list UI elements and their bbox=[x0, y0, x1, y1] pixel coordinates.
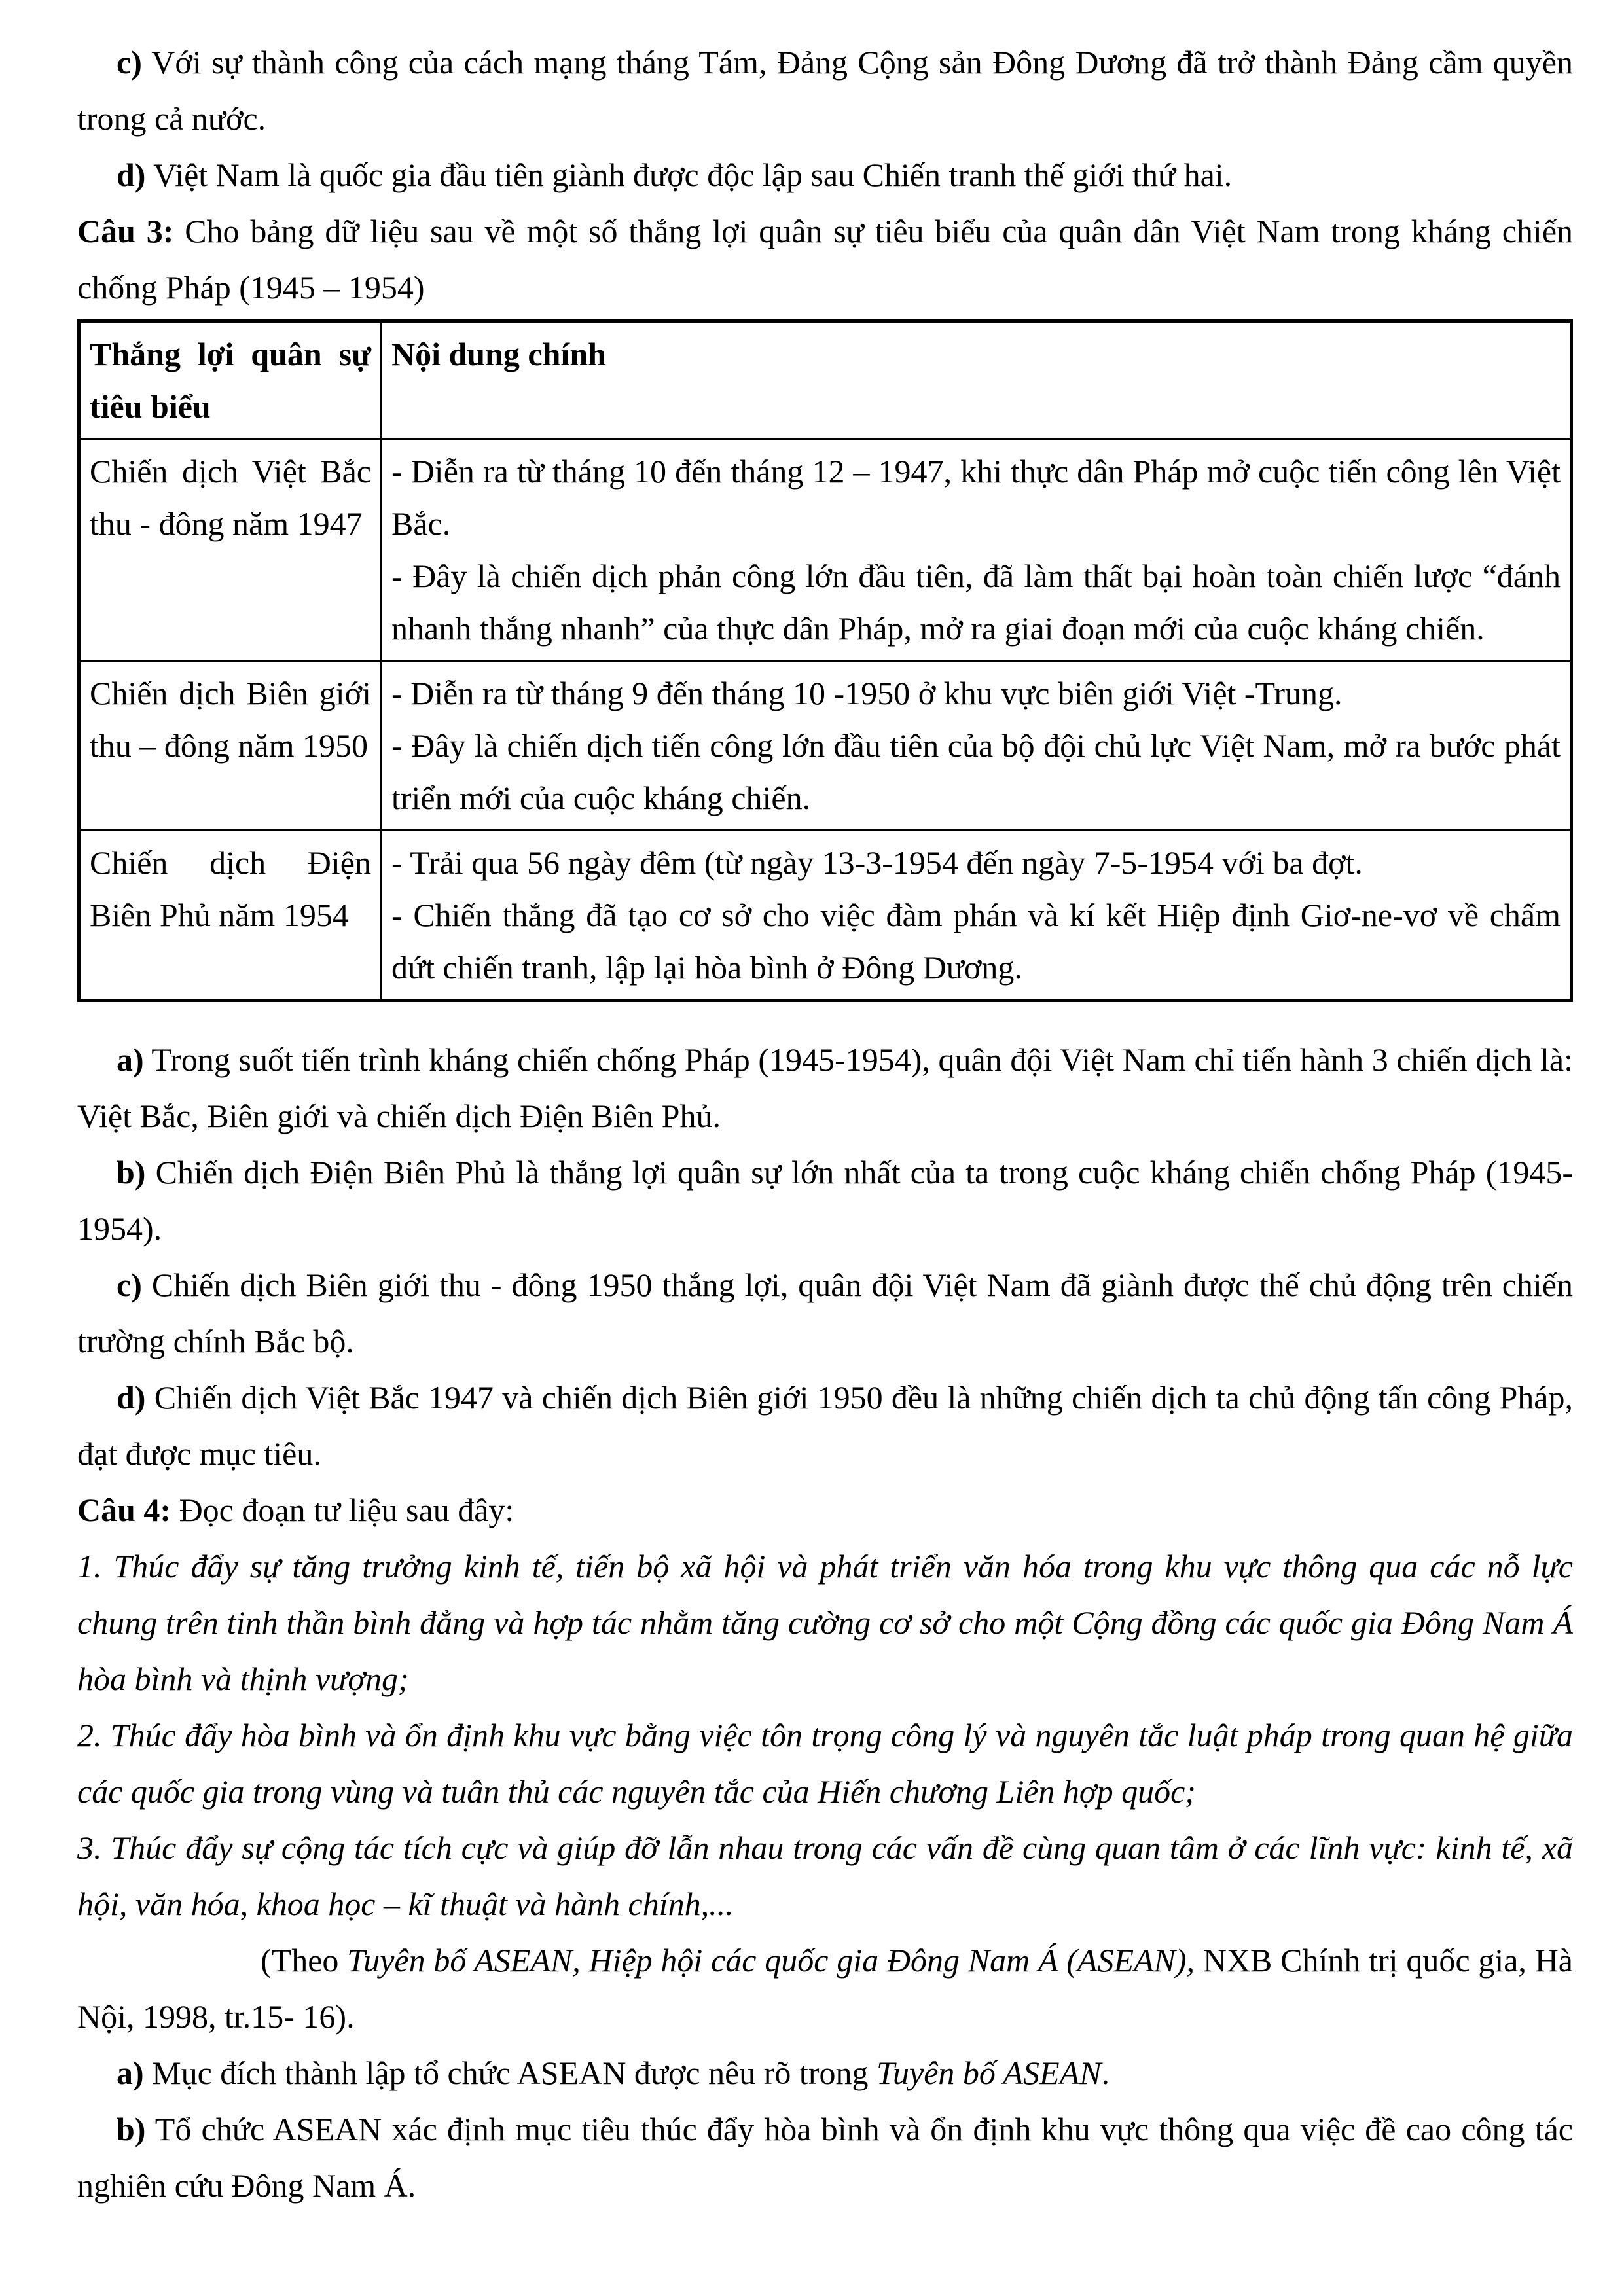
option-d-paragraph bbox=[77, 1369, 1573, 1482]
q4-option-a-suffix: . bbox=[1101, 2054, 1110, 2091]
prior-option-c-text: Với sự thành công của cách mạng tháng Tám, Đảng Cộng sản Đông Dương đã trở thành Đảng cầm quyền trong cả nước. bbox=[77, 44, 1573, 137]
question-4-label: Câu 4: bbox=[77, 1492, 171, 1528]
option-c-text: Chiến dịch Biên giới thu - đông 1950 thắng lợi, quân đội Việt Nam đã giành được thế chủ động trên chiến trường chính Bắc bộ. bbox=[77, 1266, 1573, 1359]
content-line: - Diễn ra từ tháng 9 đến tháng 10 -1950 ở khu vực biên giới Việt -Trung. bbox=[391, 675, 1343, 711]
question-3-label: Câu 3: bbox=[77, 213, 174, 249]
content-line: - Trải qua 56 ngày đêm (từ ngày 13-3-1954 đến ngày 7-5-1954 với ba đợt. bbox=[391, 844, 1363, 881]
citation-paragraph bbox=[77, 1932, 1573, 2045]
option-c-label: c) bbox=[117, 1266, 142, 1303]
option-d-text: Chiến dịch Việt Bắc 1947 và chiến dịch Biên giới 1950 đều là những chiến dịch ta chủ động tấn công Pháp, đạt được mục tiêu. bbox=[77, 1379, 1573, 1472]
content-cell bbox=[382, 661, 1572, 831]
q4-option-a-label: a) bbox=[117, 2054, 144, 2091]
content-cell bbox=[382, 439, 1572, 661]
table-row bbox=[79, 831, 1572, 1001]
prior-option-d-text: Việt Nam là quốc gia đầu tiên giành được độc lập sau Chiến tranh thế giới thứ hai. bbox=[153, 156, 1233, 193]
q4-option-a-italic: Tuyên bố ASEAN bbox=[876, 2054, 1102, 2091]
option-c-paragraph bbox=[77, 1257, 1573, 1369]
quote-line-3: 3. Thúc đẩy sự cộng tác tích cực và giúp đỡ lẫn nhau trong các vấn đề cùng quan tâm ở các lĩnh vực: kinh tế, xã hội, văn hóa, khoa học – kĩ thuật và hành chính,... bbox=[77, 1829, 1573, 1922]
prior-option-d-paragraph bbox=[77, 147, 1573, 203]
question-4-heading bbox=[77, 1482, 1573, 1538]
content-line: - Chiến thắng đã tạo cơ sở cho việc đàm phán và kí kết Hiệp định Giơ-ne-vơ về chấm dứt chiến tranh, lập lại hòa bình ở Đông Dương. bbox=[391, 897, 1561, 986]
victory-name-cell: Chiến dịch Việt Bắc thu - đông năm 1947 bbox=[79, 439, 382, 661]
q4-option-b-label: b) bbox=[117, 2111, 146, 2147]
table-row bbox=[79, 661, 1572, 831]
option-b-label: b) bbox=[117, 1154, 146, 1191]
question-4-intro: Đọc đoạn tư liệu sau đây: bbox=[179, 1492, 514, 1528]
q4-option-b-paragraph bbox=[77, 2101, 1573, 2214]
content-line: - Đây là chiến dịch tiến công lớn đầu tiên của bộ đội chủ lực Việt Nam, mở ra bước phát triển mới của cuộc kháng chiến. bbox=[391, 727, 1561, 816]
victory-name-cell: Chiến dịch Điện Biên Phủ năm 1954 bbox=[79, 831, 382, 1001]
prior-option-c-paragraph bbox=[77, 34, 1573, 147]
citation-suffix: NXB Chính trị quốc gia, Hà Nội, 1998, tr.15- 16). bbox=[77, 1942, 1573, 2035]
citation-source: Tuyên bố ASEAN, Hiệp hội các quốc gia Đông Nam Á (ASEAN), bbox=[347, 1942, 1195, 1979]
victory-column-header: Thắng lợi quân sự tiêu biểu bbox=[79, 321, 382, 439]
q4-option-b-text: Tổ chức ASEAN xác định mục tiêu thúc đẩy hòa bình và ổn định khu vực thông qua việc đề cao công tác nghiên cứu Đông Nam Á. bbox=[77, 2111, 1574, 2204]
option-a-text: Trong suốt tiến trình kháng chiến chống Pháp (1945-1954), quân đội Việt Nam chỉ tiến hành 3 chiến dịch là: Việt Bắc, Biên giới và chiến dịch Điện Biên Phủ. bbox=[77, 1041, 1573, 1134]
content-line: - Đây là chiến dịch phản công lớn đầu tiên, đã làm thất bại hoàn toàn chiến lược “đánh nhanh thắng nhanh” của thực dân Pháp, mở ra giai đoạn mới của cuộc kháng chiến. bbox=[391, 558, 1561, 647]
question-3-heading bbox=[77, 203, 1573, 315]
question-3-options bbox=[77, 1031, 1573, 1482]
option-a-paragraph bbox=[77, 1031, 1573, 1144]
victory-name-cell: Chiến dịch Biên giới thu – đông năm 1950 bbox=[79, 661, 382, 831]
q4-option-a-paragraph bbox=[77, 2045, 1573, 2101]
victories-table bbox=[77, 319, 1573, 1002]
content-cell bbox=[382, 831, 1572, 1001]
question-3-intro: Cho bảng dữ liệu sau về một số thắng lợi quân sự tiêu biểu của quân dân Việt Nam trong kháng chiến chống Pháp (1945 – 1954) bbox=[77, 213, 1574, 306]
q4-option-a-text: Mục đích thành lập tổ chức ASEAN được nêu rõ trong bbox=[152, 2054, 876, 2091]
option-d-label: d) bbox=[117, 1379, 146, 1416]
table-row bbox=[79, 439, 1572, 661]
option-b-text: Chiến dịch Điện Biên Phủ là thắng lợi quân sự lớn nhất của ta trong cuộc kháng chiến chống Pháp (1945-1954). bbox=[77, 1154, 1574, 1247]
option-a-label: a) bbox=[117, 1041, 144, 1078]
prior-option-d-label: d) bbox=[117, 156, 146, 193]
content-column-header: Nội dung chính bbox=[382, 321, 1572, 439]
quote-line-1: 1. Thúc đẩy sự tăng trưởng kinh tế, tiến bộ xã hội và phát triển văn hóa trong khu vực thông qua các nỗ lực chung trên tinh thần bình đẳng và hợp tác nhằm tăng cường cơ sở cho một Cộng đồng các quốc gia Đông Nam Á hòa bình và thịnh vượng; bbox=[77, 1548, 1573, 1697]
content-line: - Diễn ra từ tháng 10 đến tháng 12 – 1947, khi thực dân Pháp mở cuộc tiến công lên Việt Bắc. bbox=[391, 453, 1561, 542]
table-header-row bbox=[79, 321, 1572, 439]
prior-option-c-label: c) bbox=[117, 44, 142, 81]
option-b-paragraph bbox=[77, 1144, 1573, 1257]
quote-line-2: 2. Thúc đẩy hòa bình và ổn định khu vực bằng việc tôn trọng công lý và nguyên tắc luật pháp trong quan hệ giữa các quốc gia trong vùng và tuân thủ các nguyên tắc của Hiến chương Liên hợp quốc; bbox=[77, 1717, 1573, 1810]
citation-prefix: (Theo bbox=[261, 1942, 348, 1979]
